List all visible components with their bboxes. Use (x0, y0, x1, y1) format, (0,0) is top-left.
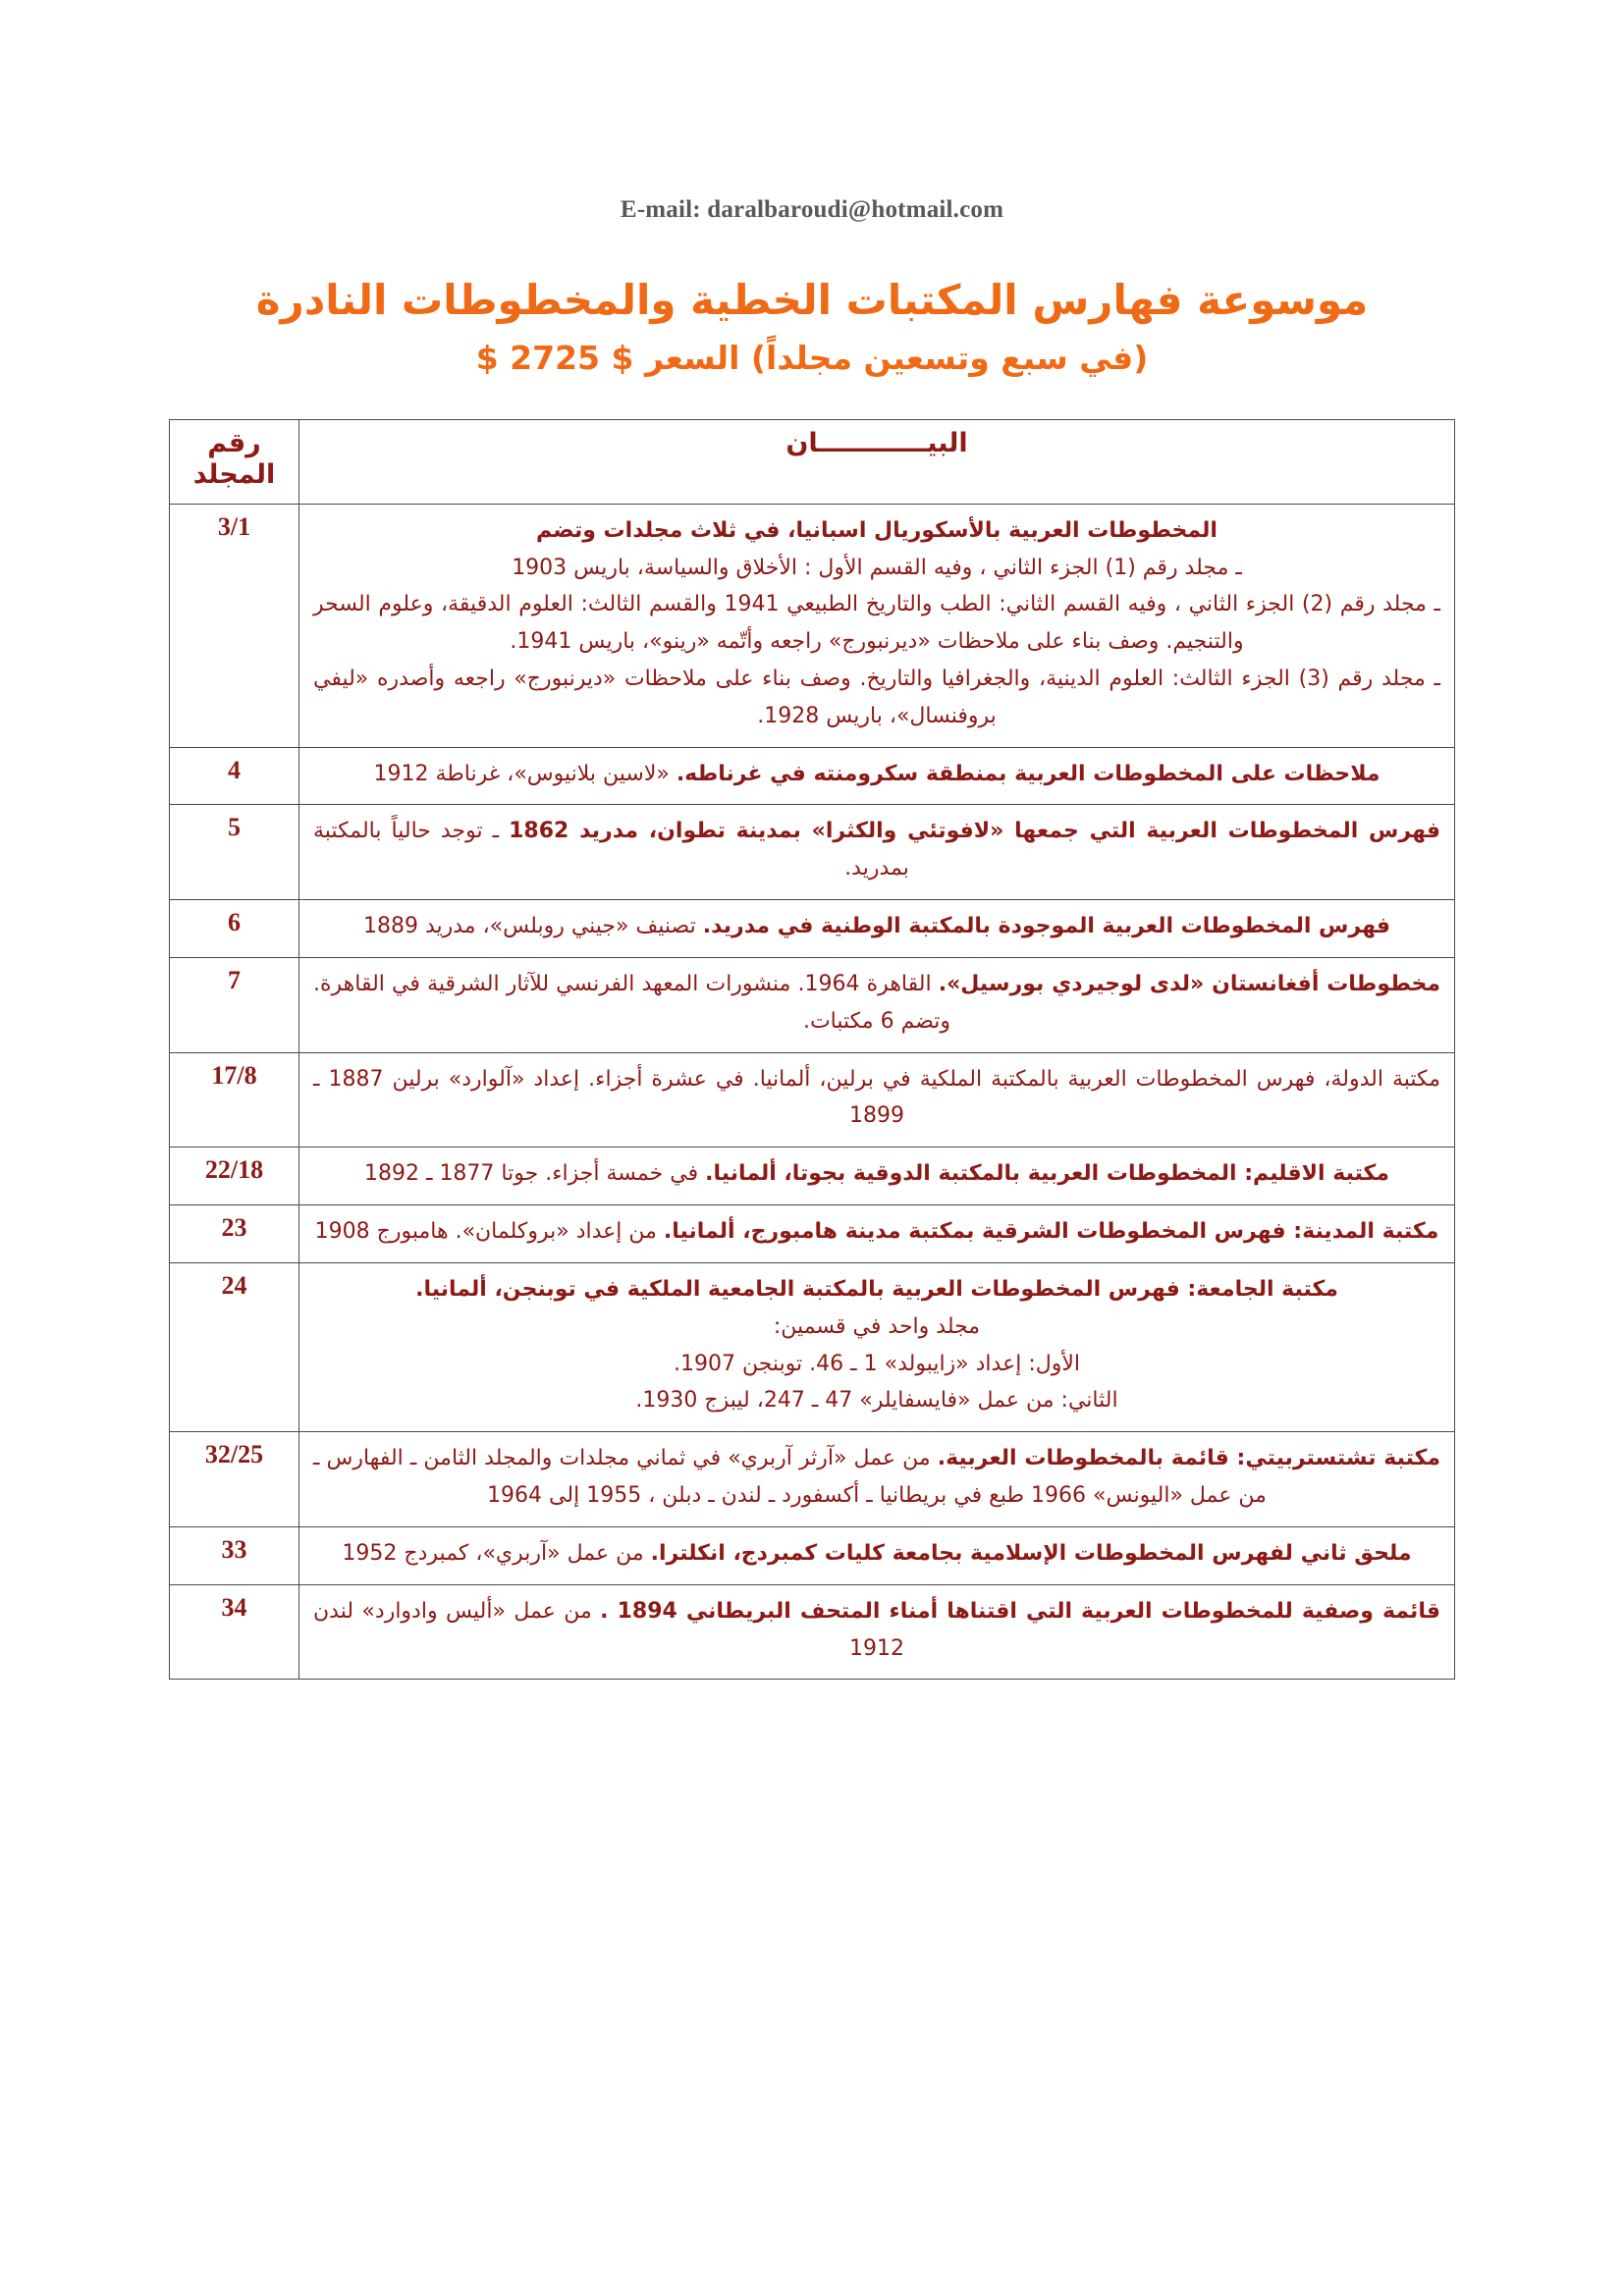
table-cell-description (299, 747, 1455, 805)
description-line: ـ مجلد رقم (1) الجزء الثاني ، وفيه القسم الأول : الأخلاق والسياسة، باريس 1903 (512, 555, 1242, 580)
table-row (170, 504, 1455, 747)
description-line-title: فهرس المخطوطات العربية الموجودة بالمكتبة الوطنية في مدريد. (702, 914, 1391, 939)
table-row (170, 1262, 1455, 1431)
table-row (170, 1526, 1455, 1584)
description-line: مكتبة الدولة، فهرس المخطوطات العربية بالمكتبة الملكية في برلين، ألمانيا. في عشرة أجزاء. إعداد «آلوارد» برلين 1887 ـ 1899 (313, 1066, 1440, 1129)
description-line-rest: ـ توجد حالياً بالمكتبة بمدريد. (313, 819, 909, 881)
table-cell-description (299, 1526, 1455, 1584)
description-line (313, 1440, 1440, 1515)
table-cell-description (299, 1205, 1455, 1263)
table-cell-description (299, 805, 1455, 900)
table-row (170, 1584, 1455, 1680)
description-line (313, 966, 1440, 1041)
catalog-table (169, 419, 1455, 1680)
description-line: مكتبة الجامعة: فهرس المخطوطات العربية بالمكتبة الجامعية الملكية في توبنجن، ألمانيا. (415, 1276, 1338, 1302)
description-line: ـ مجلد رقم (3) الجزء الثالث: العلوم الدينية، والجغرافيا والتاريخ. وصف بناء على ملاحظات «ديرنبورج» راجعه وأصدره «ليفي بروفنسال»، باريس 1928. (313, 666, 1440, 728)
description-line-title: فهرس المخطوطات العربية التي جمعها «لافوتئي والكثرا» بمدينة تطوان، مدريد 1862 (509, 819, 1440, 844)
description-line-rest: من عمل «أليس وادوارد» لندن 1912 (313, 1598, 904, 1661)
description-line: ـ مجلد رقم (2) الجزء الثاني ، وفيه القسم الثاني: الطب والتاريخ الطبيعي 1941 والقسم الثالث: العلوم الدقيقة، وعلوم السحر والتنجيم. وصف بناء على ملاحظات «ديرنبورج» راجعه وأتّمه «رينو»، باريس 1941. (313, 592, 1440, 655)
table-row (170, 1205, 1455, 1263)
table-row (170, 1148, 1455, 1205)
page-subtitle: (في سبع وتسعين مجلداً) السعر $ 2725 $ (475, 339, 1149, 377)
description-line: المخطوطات العربية بالأسكوريال اسبانيا، في ثلاث مجلدات وتضم (536, 517, 1218, 543)
description-line-rest: من عمل «آرثر آربري» في ثماني مجلدات والمجلد الثامن ـ الفهارس ـ من عمل «اليونس» 1966 طبع في بريطانيا ـ أكسفورد ـ لندن ـ دبلن ، 1955 إلى 1964 (313, 1446, 1267, 1509)
description-line-title: مخطوطات أفغانستان «لدى لوجيردي بورسيل». (938, 971, 1440, 996)
description-line-title: مكتبة المدينة: فهرس المخطوطات الشرقية بمكتبة مدينة هامبورج، ألمانيا. (663, 1219, 1439, 1245)
catalog-table-body (170, 504, 1455, 1680)
table-row (170, 900, 1455, 958)
table-cell-volume: 7 (170, 957, 299, 1052)
table-cell-description (299, 1432, 1455, 1527)
description-line: مجلد واحد في قسمين: (773, 1313, 981, 1339)
description-line (313, 813, 1440, 887)
description-line (313, 1535, 1440, 1573)
table-row (170, 1052, 1455, 1148)
description-line: الثاني: من عمل «فايسفايلر» 47 ـ 247، ليبزج 1930. (635, 1388, 1118, 1414)
description-line-rest: في خمسة أجزاء. جوتا 1877 ـ 1892 (364, 1161, 706, 1187)
description-line-rest: «لاسين بلانيوس»، غرناطة 1912 (373, 761, 677, 786)
table-cell-volume: 22/18 (170, 1148, 299, 1205)
description-line-title: ملاحظات على المخطوطات العربية بمنطقة سكرومنته في غرناطه. (676, 761, 1380, 786)
table-cell-volume: 6 (170, 900, 299, 958)
description-line-title: مكتبة الاقليم: المخطوطات العربية بالمكتبة الدوقية بجوتا، ألمانيا. (705, 1161, 1389, 1187)
description-line: الأول: إعداد «زايبولد» 1 ـ 46. توبنجن 1907. (673, 1351, 1080, 1376)
table-cell-description (299, 1052, 1455, 1148)
table-header-row (170, 419, 1455, 504)
table-cell-volume: 33 (170, 1526, 299, 1584)
column-header-description: البيــــــــــــان (299, 419, 1455, 504)
table-cell-description (299, 1584, 1455, 1680)
table-cell-description (299, 1262, 1455, 1431)
description-line-title: قائمة وصفية للمخطوطات العربية التي اقتناها أمناء المتحف البريطاني 1894 . (600, 1598, 1440, 1624)
table-cell-description (299, 957, 1455, 1052)
description-line (313, 756, 1440, 793)
table-row (170, 747, 1455, 805)
table-cell-volume: 23 (170, 1205, 299, 1263)
description-line-title: ملحق ثاني لفهرس المخطوطات الإسلامية بجامعة كليات كمبردج، انكلترا. (650, 1540, 1412, 1566)
page-title: موسوعة فهارس المكتبات الخطية والمخطوطات النادرة (255, 275, 1369, 324)
description-line-rest: القاهرة 1964. منشورات المعهد الفرنسي للآثار الشرقية في القاهرة. وتضم 6 مكتبات. (313, 971, 951, 1034)
table-cell-volume: 24 (170, 1262, 299, 1431)
description-line-rest: تصنيف «جيني روبلس»، مدريد 1889 (362, 914, 703, 939)
table-cell-volume: 32/25 (170, 1432, 299, 1527)
description-line (313, 908, 1440, 945)
column-header-volume: رقم المجلد (170, 419, 299, 504)
description-line (313, 1593, 1440, 1668)
table-cell-description (299, 900, 1455, 958)
table-cell-volume: 3/1 (170, 504, 299, 747)
table-cell-volume: 17/8 (170, 1052, 299, 1148)
table-cell-volume: 34 (170, 1584, 299, 1680)
description-line-title: مكتبة تشتستربيتي: قائمة بالمخطوطات العربية. (937, 1446, 1440, 1471)
catalog-table-container (169, 419, 1455, 1680)
table-cell-volume: 4 (170, 747, 299, 805)
description-line-rest: من عمل «آربري»، كمبردج 1952 (342, 1540, 651, 1566)
description-line-rest: من إعداد «بروكلمان». هامبورج 1908 (314, 1219, 664, 1245)
table-row (170, 957, 1455, 1052)
table-cell-description (299, 1148, 1455, 1205)
email-header: E-mail: daralbaroudi@hotmail.com (620, 196, 1004, 223)
table-row (170, 1432, 1455, 1527)
table-cell-volume: 5 (170, 805, 299, 900)
description-line (313, 1213, 1440, 1251)
table-row (170, 805, 1455, 900)
description-line (313, 1155, 1440, 1193)
table-cell-description (299, 504, 1455, 747)
